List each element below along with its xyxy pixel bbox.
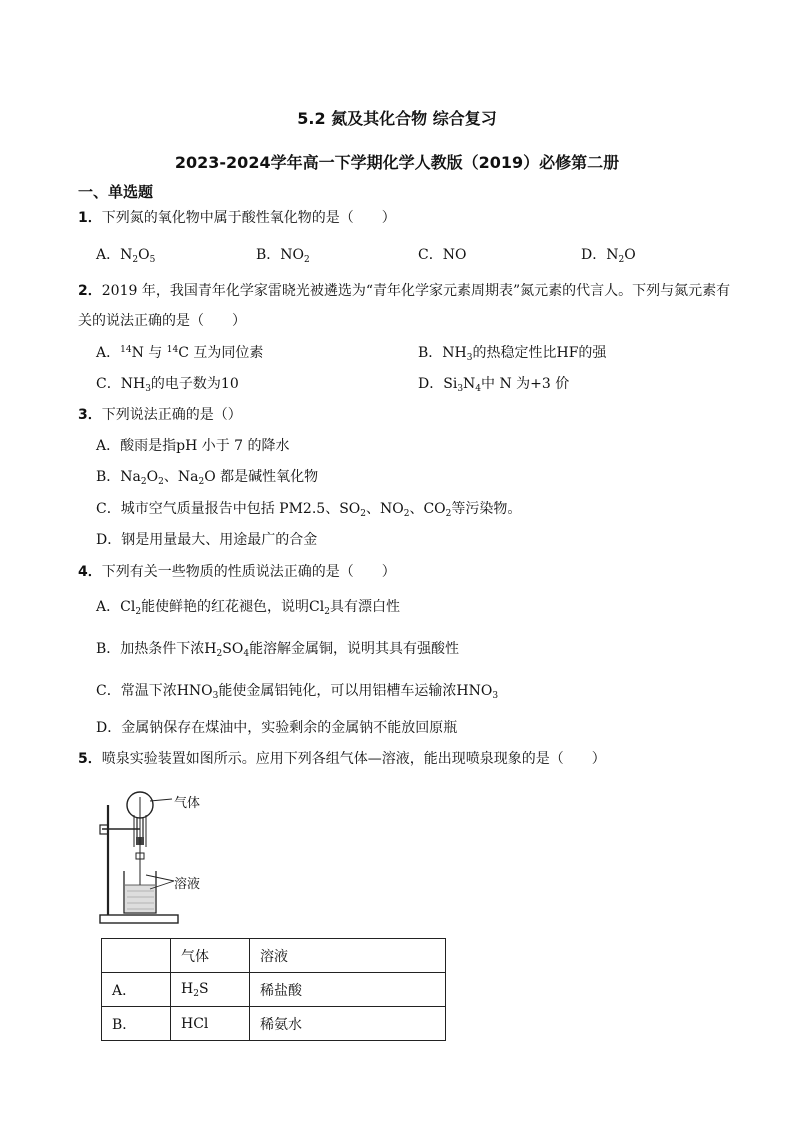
q3-option-a[interactable]: A．酸雨是指pH 小于 7 的降水 [96, 438, 290, 454]
question-stem: 喷泉实验装置如图所示。应用下列各组气体—溶液，能出现喷泉现象的是（ ） [101, 751, 606, 767]
q1-option-a[interactable]: A．$N_2O_5$ [96, 247, 156, 265]
q1-option-d[interactable]: D．$N_2O$ [581, 247, 636, 265]
table-row[interactable] [102, 973, 446, 1007]
table-row[interactable] [102, 1007, 446, 1041]
q2-option-a[interactable]: A．$^{14}$N 与 $^{14}$C 互为同位素 [96, 345, 264, 361]
fountain-apparatus-figure [94, 785, 234, 930]
q4-option-d[interactable]: D．金属钠保存在煤油中，实验剩余的金属钠不能放回原瓶 [96, 720, 458, 736]
q2-option-d[interactable]: D．$Si_3N_4$中 N 为+3 价 [418, 376, 570, 394]
table-cell-gas: $H_2S$ [171, 973, 250, 1007]
page-title: 5.2 氮及其化合物 综合复习 [297, 109, 497, 128]
q1-option-c[interactable]: C．NO [418, 247, 467, 263]
table-cell-option: A． [102, 973, 171, 1007]
table-cell-solution: 稀盐酸 [250, 973, 446, 1007]
table-header-cell: 气体 [171, 939, 250, 973]
q4-option-c[interactable]: C．常温下浓$HNO_3$能使金属铝钝化，可以用铝槽车运输浓$HNO_3$ [96, 683, 499, 701]
question-stem: 下列有关一些物质的性质说法正确的是（ ） [101, 564, 396, 580]
table-cell-gas: HCl [171, 1007, 250, 1041]
question-stem: 下列说法正确的是（） [101, 407, 242, 423]
q3-option-b[interactable]: B．$Na_2O_2$、$Na_2O$ 都是碱性氧化物 [96, 469, 319, 487]
question-stem-line2: 关的说法正确的是（ ） [78, 313, 246, 329]
q2-option-b[interactable]: B．$NH_3$的热稳定性比HF的强 [418, 345, 607, 363]
page-subtitle: 2023-2024学年高一下学期化学人教版（2019）必修第二册 [174, 153, 620, 172]
q3-option-d[interactable]: D．钢是用量最大、用途最广的合金 [96, 532, 318, 548]
table-header-cell [102, 939, 171, 973]
options-table [101, 938, 446, 1041]
q1-option-b[interactable]: B．$NO_2$ [256, 247, 310, 265]
question-5 [78, 748, 606, 768]
figure-label-solution: 溶液 [174, 877, 201, 892]
q3-option-c[interactable]: C．城市空气质量报告中包括 PM2.5、$SO_2$、$NO_2$、$CO_2$等污染物。 [96, 501, 522, 519]
question-stem: 下列氮的氧化物中属于酸性氧化物的是（ ） [101, 210, 396, 226]
question-2 [78, 280, 730, 300]
stand-base [100, 915, 178, 923]
q2-option-c[interactable]: C．$NH_3$的电子数为10 [96, 376, 239, 394]
table-header-cell: 溶液 [250, 939, 446, 973]
figure-label-gas: 气体 [174, 796, 201, 811]
question-number: 1． [78, 210, 102, 226]
q4-option-b[interactable]: B．加热条件下浓$H_2SO_4$能溶解金属铜，说明其具有强酸性 [96, 641, 460, 659]
table-header-row [102, 939, 446, 973]
question-number: 5． [78, 751, 102, 767]
question-1 [78, 207, 396, 227]
q4-option-a[interactable]: A．$Cl_2$能使鲜艳的红花褪色，说明$Cl_2$具有漂白性 [96, 599, 400, 617]
table-cell-option: B． [102, 1007, 171, 1041]
question-number: 3． [78, 407, 102, 423]
table-cell-solution: 稀氨水 [250, 1007, 446, 1041]
question-number: 2． [78, 283, 102, 299]
section-heading: 一、单选题 [78, 183, 154, 201]
question-number: 4． [78, 564, 102, 580]
question-stem-line1: 2019 年，我国青年化学家雷晓光被遴选为“青年化学家元素周期表”氮元素的代言人。下列与氮元素有 [101, 283, 731, 299]
question-4 [78, 561, 396, 581]
question-3 [78, 404, 242, 424]
